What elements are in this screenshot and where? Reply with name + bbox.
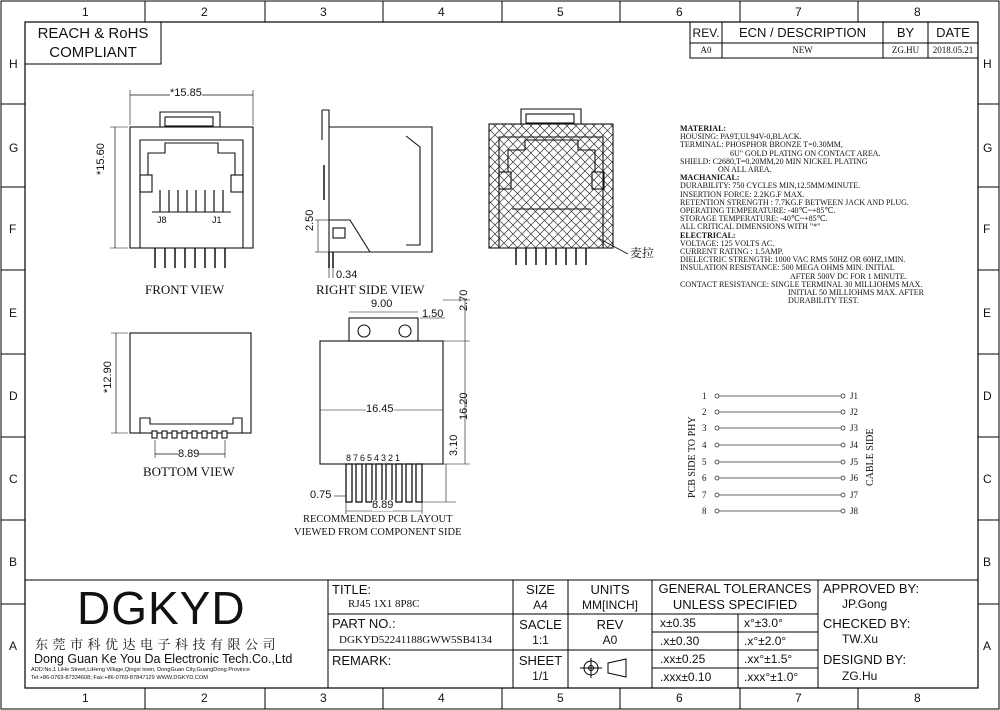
rev-header-date: DATE <box>936 25 970 40</box>
rev-value-ecn: NEW <box>792 45 813 55</box>
spec-heading: MATERIAL: <box>680 124 727 133</box>
part-value: DGKYD52241188GWW5SB4134 <box>339 634 492 646</box>
zone-col-4: 4 <box>438 5 445 19</box>
zone-col-1-bottom: 1 <box>82 691 89 705</box>
company-address: ADD:No.1 LiHe Street,LiHeng Village,Qingxi town, DongGuan City,GuangDong Province <box>31 667 250 673</box>
zone-row-a: A <box>9 639 18 653</box>
dim-pcb-900: 9.00 <box>371 298 393 310</box>
part-label: PART NO.: <box>332 616 396 631</box>
scale-value: 1:1 <box>532 633 549 647</box>
spec-line: INSULATION RESISTANCE: 500 MEGA OHMS MIN. INITIAL <box>680 263 895 273</box>
spec-line: DURABILITY: 750 CYCLES MIN,12.5MM/MINUTE. <box>680 181 861 191</box>
pin-left-4: 4 <box>702 440 707 450</box>
sheet-value: 1/1 <box>532 669 549 683</box>
zone-row-g-right: G <box>983 141 993 155</box>
tol-linear-3: .xxx±0.10 <box>660 670 712 684</box>
rev-value: A0 <box>602 633 618 647</box>
spec-line: DIELECTRIC STRENGTH: 1000 VAC RMS 50HZ OR 60HZ,1MIN. <box>680 255 906 265</box>
spec-line: ALL CRITICAL DIMENSIONS WITH "*" <box>680 222 821 232</box>
pin-right-j8: J8 <box>850 506 859 516</box>
checked-label: CHECKED BY: <box>823 616 911 631</box>
dim-front-width: *15.85 <box>170 87 202 99</box>
zone-col-7-bottom: 7 <box>795 691 802 705</box>
zone-col-2: 2 <box>201 5 208 19</box>
scale-label: SACLE <box>519 617 562 632</box>
designed-value: ZG.Hu <box>842 669 878 683</box>
pin-right-j6: J6 <box>850 473 859 483</box>
pin-right-j7: J7 <box>850 490 859 500</box>
zone-col-6: 6 <box>676 5 683 19</box>
rev-header-rev: REV. <box>692 26 720 40</box>
company-logo: DGKYD <box>77 582 246 634</box>
tol-angle-3: .xxx°±1.0° <box>744 670 799 684</box>
pcb-title-line-1: RECOMMENDED PCB LAYOUT <box>303 514 453 525</box>
zone-col-5-bottom: 5 <box>557 691 564 705</box>
spec-heading: MACHANICAL: <box>680 173 740 183</box>
cable-side-label: CABLE SIDE <box>865 428 876 486</box>
zone-col-2-bottom: 2 <box>201 691 208 705</box>
zone-col-3: 3 <box>320 5 327 19</box>
rev-label: REV <box>596 617 624 632</box>
zone-row-c-right: C <box>983 472 992 486</box>
front-view <box>110 87 253 268</box>
remark-label: REMARK: <box>332 653 392 668</box>
pin-left-2: 2 <box>702 407 707 417</box>
zone-col-7: 7 <box>795 5 802 19</box>
zone-col-4-bottom: 4 <box>438 691 445 705</box>
title-label: TITLE: <box>332 582 372 597</box>
pcb-title-line-2: VIEWED FROM COMPONENT SIDE <box>294 527 462 538</box>
rev-value-date: 2018.05.21 <box>932 45 974 55</box>
specifications <box>680 125 976 305</box>
spec-line: OPERATING TEMPERATURE: -40℃~+85℃. <box>680 206 836 216</box>
spec-line: ON ALL AREA. <box>718 165 772 175</box>
schematic-lines <box>715 394 845 513</box>
size-value: A4 <box>533 598 548 612</box>
dim-pcb-1645: 16.45 <box>366 403 394 415</box>
zone-col-8: 8 <box>914 5 921 19</box>
zone-row-g: G <box>9 141 19 155</box>
zone-row-b: B <box>9 555 18 569</box>
title-value: RJ45 1X1 8P8C <box>348 598 420 610</box>
pcb-layout <box>320 300 470 514</box>
zone-row-c: C <box>9 472 18 486</box>
company-name-en: Dong Guan Ke You Da Electronic Tech.Co.,Ltd <box>34 652 293 666</box>
sheet-label: SHEET <box>518 653 563 668</box>
approved-label: APPROVED BY: <box>823 581 920 596</box>
zone-col-5: 5 <box>557 5 564 19</box>
front-view-title: FRONT VIEW <box>145 282 225 297</box>
pin-right-j2: J2 <box>850 407 859 417</box>
zone-row-f: F <box>9 222 17 236</box>
spec-line: HOUSING: PA9T,UL94V-0,BLACK. <box>680 132 802 142</box>
callout-label: 麦拉 <box>630 246 655 260</box>
zone-col-8-bottom: 8 <box>914 691 921 705</box>
dim-side-034: 0.34 <box>336 269 358 281</box>
zone-row-d-right: D <box>983 389 992 403</box>
dim-front-height: *15.60 <box>95 143 107 175</box>
zone-row-d: D <box>9 389 18 403</box>
spec-line: RETENTION STRENGTH : 7.7KG.F BETWEEN JACK AND PLUG. <box>680 197 909 207</box>
spec-line: CONTACT RESISTANCE: SINGLE TERMINAL 30 MILLIOHMS MAX. <box>680 279 923 289</box>
spec-line: AFTER 500V DC FOR 1 MINUTE. <box>790 271 907 281</box>
pin-right-j4: J4 <box>850 440 859 450</box>
tol-angle-1: .x°±2.0° <box>744 634 787 648</box>
pin-left-6: 6 <box>702 473 707 483</box>
spec-line: INITIAL 50 MILLIOHMS MAX. AFTER <box>788 288 924 298</box>
right-side-view <box>315 110 432 278</box>
company-contact: Tel:+86-0769-87334608; Fax:+86-0769-87847129 WWW.DGKYD.COM <box>31 675 208 681</box>
size-label: SIZE <box>526 582 555 597</box>
rev-value-rev: A0 <box>700 45 712 55</box>
zone-col-6-bottom: 6 <box>676 691 683 705</box>
tolerance-heading-2: UNLESS SPECIFIED <box>672 597 798 612</box>
pcb-side-label: PCB SIDE TO PHY <box>687 416 698 498</box>
projection-symbol <box>580 658 626 678</box>
company-name-cn: 东莞市科优达电子科技有限公司 <box>35 637 281 652</box>
rev-header-by: BY <box>896 25 915 40</box>
zone-col-3-bottom: 3 <box>320 691 327 705</box>
dim-pcb-889: 8.89 <box>372 499 394 511</box>
zone-row-f-right: F <box>983 222 991 236</box>
pin-right-j5: J5 <box>850 457 859 467</box>
zone-row-h: H <box>9 57 18 71</box>
pin-left-8: 8 <box>702 506 707 516</box>
rev-value-by: ZG.HU <box>891 45 920 55</box>
spec-heading: ELECTRICAL: <box>680 230 736 240</box>
spec-line: INSERTION FORCE: 2.2KG.F MAX. <box>680 189 805 199</box>
spec-line: TERMINAL: PHOSPHOR BRONZE T=0.30MM, <box>680 140 843 150</box>
dim-pcb-150: 1.50 <box>422 308 444 320</box>
spec-line: SHIELD: C2680,T=0.20MM,20 MIN NICKEL PLATING <box>680 156 868 166</box>
tol-angle-2: .xx°±1.5° <box>744 652 793 666</box>
pin-left-1: 1 <box>702 391 707 401</box>
pin-right-j1: J1 <box>850 391 859 401</box>
label-j1: J1 <box>212 215 222 225</box>
shield-view <box>489 109 628 265</box>
dim-pcb-270: 2.70 <box>458 289 470 311</box>
tol-angle-0: x°±3.0° <box>744 616 783 630</box>
right-view-title: RIGHT SIDE VIEW <box>316 282 425 297</box>
dim-pcb-1620: 16.20 <box>458 392 470 420</box>
tol-linear-1: .x±0.30 <box>660 634 700 648</box>
dim-bottom-889: 8.89 <box>178 448 200 460</box>
tol-linear-0: x±0.35 <box>660 616 696 630</box>
units-label: UNITS <box>590 582 630 597</box>
zone-col-1: 1 <box>82 5 89 19</box>
approved-value: JP.Gong <box>842 597 888 611</box>
spec-line: DURABILITY TEST. <box>788 296 859 306</box>
spec-line: STORAGE TEMPERATURE: -40℃~+85℃. <box>680 214 828 224</box>
bottom-view-title: BOTTOM VIEW <box>143 464 235 479</box>
dim-side-250: 2.50 <box>304 209 316 231</box>
tolerance-heading-1: GENERAL TOLERANCES <box>658 581 812 596</box>
pcb-pin-numbers: 8 7 6 5 4 3 2 1 <box>346 453 401 463</box>
spec-line: VOLTAGE: 125 VOLTS AC. <box>680 238 775 248</box>
compliance-line-2: COMPLIANT <box>49 44 137 61</box>
label-j8: J8 <box>157 215 167 225</box>
pin-left-7: 7 <box>702 490 707 500</box>
zone-row-h-right: H <box>983 57 992 71</box>
checked-value: TW.Xu <box>842 632 879 646</box>
compliance-line-1: REACH & RoHS <box>37 25 149 42</box>
dim-pcb-075: 0.75 <box>310 489 332 501</box>
pin-right-j3: J3 <box>850 423 859 433</box>
designed-label: DESIGND BY: <box>823 652 907 667</box>
zone-row-e-right: E <box>983 306 992 320</box>
units-value: MM[INCH] <box>582 598 638 612</box>
zone-row-a-right: A <box>983 639 992 653</box>
dim-bottom-1290: *12.90 <box>102 361 114 393</box>
zone-row-e: E <box>9 306 18 320</box>
spec-line: CURRENT RATING : 1.5AMP. <box>680 247 784 257</box>
spec-line: 6U" GOLD PLATING ON CONTACT AREA. <box>730 148 881 158</box>
dim-pcb-310: 3.10 <box>448 434 460 456</box>
zone-row-b-right: B <box>983 555 992 569</box>
tol-linear-2: .xx±0.25 <box>660 652 706 666</box>
rev-header-ecn: ECN / DESCRIPTION <box>738 25 867 40</box>
pin-left-3: 3 <box>702 423 707 433</box>
pin-left-5: 5 <box>702 457 707 467</box>
bottom-view <box>111 333 251 458</box>
